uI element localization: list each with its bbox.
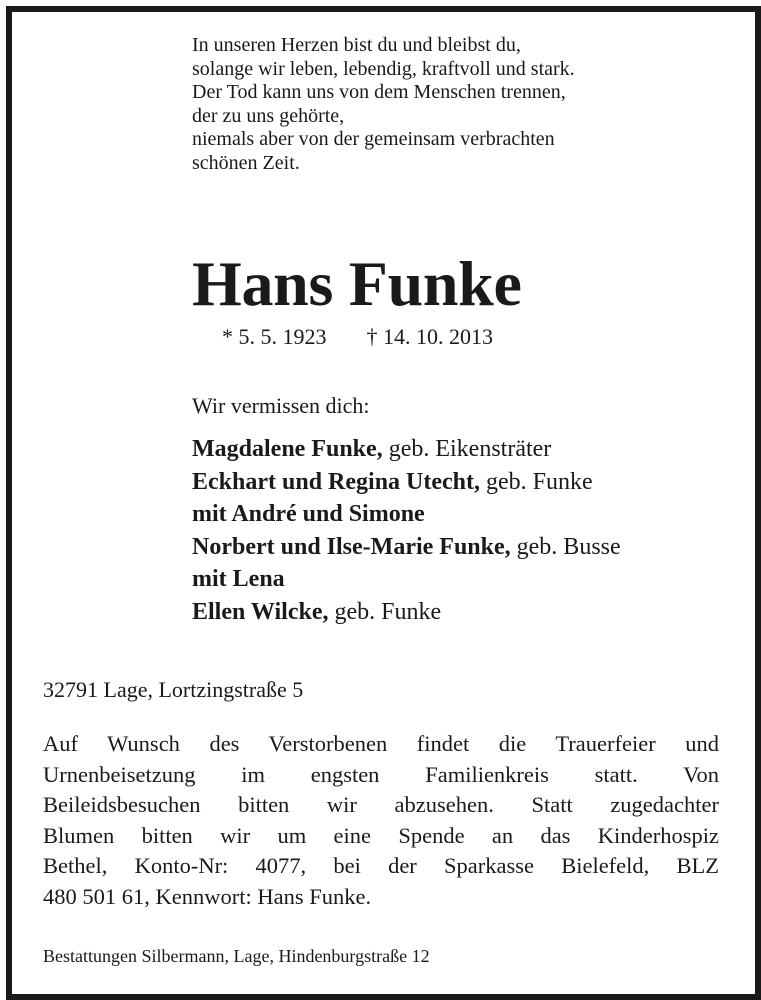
mourner-suffix: geb. Busse [510,533,621,560]
notice-line: Beileidsbesuchen bitten wir abzusehen. Statt zugedachter [43,792,719,817]
mourner-entry [192,563,621,596]
mourner-name: Norbert und Ilse-Marie Funke, [192,533,511,560]
mourner-entry [192,498,621,531]
mourner-name: Ellen Wilcke, [192,598,329,625]
mourner-name: Magdalene Funke, [192,436,383,462]
mourner-suffix: geb. Funke [328,598,442,625]
mourner-entry [192,596,621,629]
poem-line: niemals aber von der gemeinsam verbrachten [192,128,555,151]
funeral-notice [43,729,719,912]
poem-line: Der Tod kann uns von dem Menschen trennen, [192,81,566,104]
notice-line: Urnenbeisetzung im engsten Familienkreis statt. Von [43,761,719,787]
mourners-list [192,433,621,629]
death-date: † 14. 10. 2013 [366,324,493,349]
funeral-home-footer: Bestattungen Silbermann, Lage, Hindenburgstraße 12 [43,946,430,966]
poem-line: In unseren Herzen bist du und bleibst du, [192,34,521,56]
mourner-name: mit André und Simone [192,501,425,528]
mourners-intro: Wir vermissen dich: [192,393,370,418]
mourner-name: mit Lena [192,566,285,593]
poem-line: schönen Zeit. [192,151,300,174]
notice-line: 480 501 61, Kennwort: Hans Funke. [43,883,372,909]
family-address: 32791 Lage, Lortzingstraße 5 [43,677,304,702]
memorial-poem [192,34,575,176]
poem-line: solange wir leben, lebendig, kraftvoll und stark. [192,57,575,80]
life-dates [222,323,493,351]
mourner-name: Eckhart und Regina Utecht, [192,468,481,495]
birth-date: * 5. 5. 1923 [222,324,327,349]
mourner-entry [192,466,621,499]
mourner-suffix: geb. Funke [480,468,593,495]
mourner-suffix: geb. Eikensträter [382,436,552,462]
notice-line: Auf Wunsch des Verstorbenen findet die Trauerfeier und [43,731,719,756]
poem-line: der zu uns gehörte, [192,104,345,127]
notice-line: Blumen bitten wir um eine Spende an das Kinderhospiz [43,822,719,848]
mourner-entry [192,531,621,564]
deceased-name: Hans Funke [192,248,522,319]
notice-line: Bethel, Konto-Nr: 4077, bei der Sparkasse Bielefeld, BLZ [43,853,719,878]
mourner-entry [192,433,621,466]
